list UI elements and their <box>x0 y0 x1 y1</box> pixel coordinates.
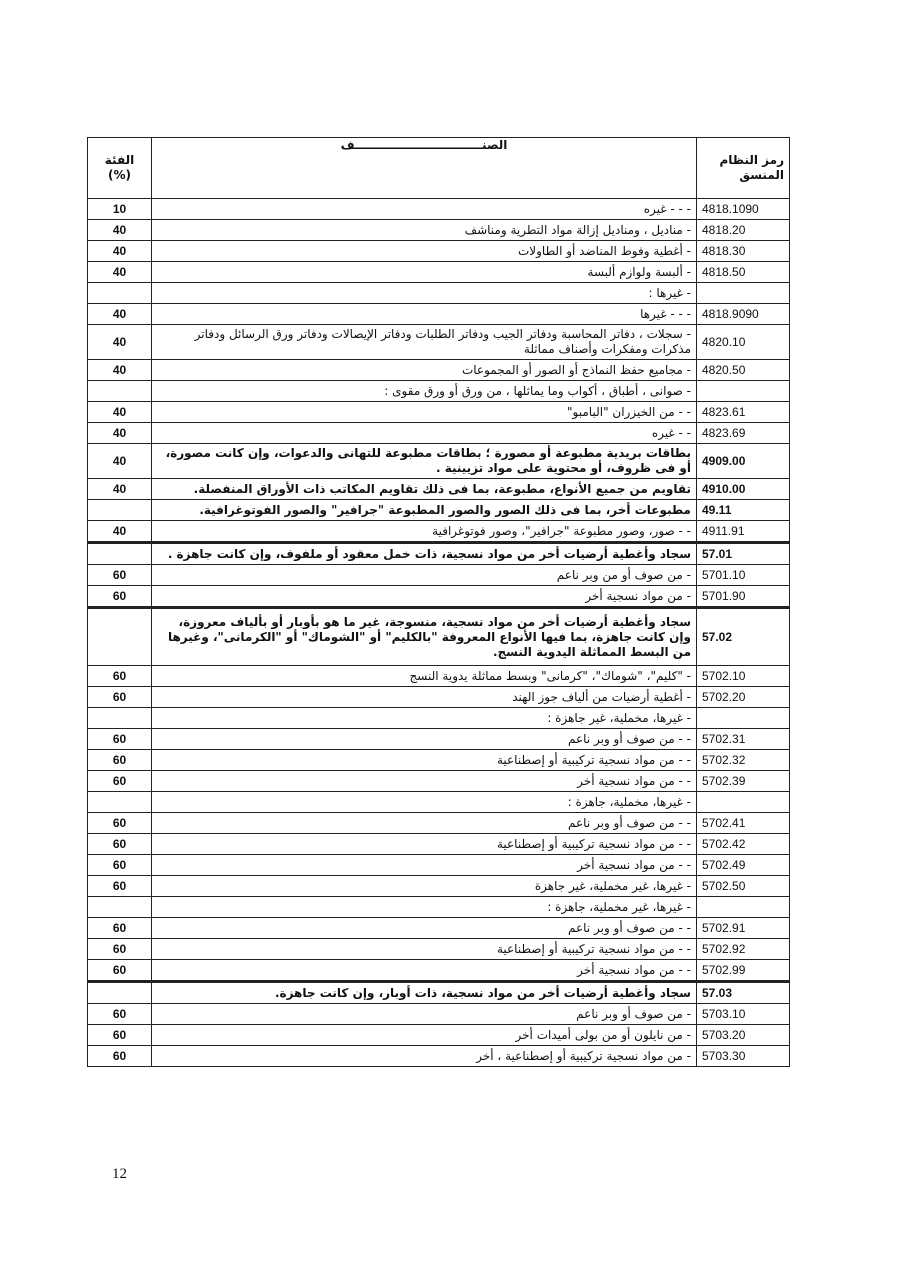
table-row <box>88 199 790 220</box>
table-row <box>88 283 790 304</box>
rate-cell <box>88 283 152 304</box>
table-row <box>88 771 790 792</box>
description-cell: - من نايلون أو من بولى أميدات أخر <box>152 1025 697 1046</box>
description-cell: - - من مواد نسجية أخر <box>152 771 697 792</box>
rate-cell: 60 <box>88 687 152 708</box>
description-cell: - - من مواد نسجية تركيبية أو إصطناعية <box>152 939 697 960</box>
header-code <box>697 138 790 199</box>
description-cell: - - من صوف أو وبر ناعم <box>152 918 697 939</box>
description-cell: - من مواد نسجية أخر <box>152 586 697 608</box>
description-cell: - مجاميع حفظ النماذج أو الصور أو المجموعات <box>152 360 697 381</box>
rate-cell: 40 <box>88 360 152 381</box>
hs-code-cell: 4820.50 <box>697 360 790 381</box>
hs-code-cell <box>697 381 790 402</box>
rate-cell: 60 <box>88 960 152 982</box>
table-row <box>88 381 790 402</box>
hs-code-cell: 4910.00 <box>697 479 790 500</box>
hs-code-cell: 4818.30 <box>697 241 790 262</box>
table-row <box>88 325 790 360</box>
description-cell: - - - غيره <box>152 199 697 220</box>
hs-code-cell: 5702.49 <box>697 855 790 876</box>
table-row <box>88 982 790 1004</box>
table-row <box>88 939 790 960</box>
header-code-line1: رمز النظام <box>719 153 784 167</box>
rate-cell: 60 <box>88 750 152 771</box>
hs-code-cell: 5702.42 <box>697 834 790 855</box>
header-rate <box>88 138 152 199</box>
hs-code-cell: 5702.99 <box>697 960 790 982</box>
rate-cell: 40 <box>88 402 152 423</box>
page-number: 12 <box>112 1166 127 1182</box>
hs-code-cell: 4818.9090 <box>697 304 790 325</box>
description-cell: - "كليم"، "شوماك"، "كرمانى" وبسط مماثلة يدوية النسج <box>152 666 697 687</box>
table-row <box>88 687 790 708</box>
table-row <box>88 813 790 834</box>
table-row <box>88 423 790 444</box>
rate-cell: 40 <box>88 304 152 325</box>
description-cell: - - - غيرها <box>152 304 697 325</box>
description-cell: - - غيره <box>152 423 697 444</box>
rate-cell: 60 <box>88 1025 152 1046</box>
description-cell: - - من مواد نسجية أخر <box>152 960 697 982</box>
description-cell: - صوانى ، أطباق ، أكواب وما يماثلها ، من ورق أو ورق مقوى : <box>152 381 697 402</box>
rate-cell: 40 <box>88 521 152 543</box>
hs-code-cell: 57.03 <box>697 982 790 1004</box>
description-cell: - - من صوف أو وبر ناعم <box>152 729 697 750</box>
table-row <box>88 543 790 565</box>
hs-code-cell: 5702.31 <box>697 729 790 750</box>
hs-code-cell: 4823.69 <box>697 423 790 444</box>
description-cell: - من صوف أو وبر ناعم <box>152 1004 697 1025</box>
header-code-line2: المنسق <box>739 168 784 182</box>
rate-cell: 60 <box>88 876 152 897</box>
table-row <box>88 750 790 771</box>
rate-cell: 40 <box>88 325 152 360</box>
rate-cell: 60 <box>88 565 152 586</box>
hs-code-cell: 5702.41 <box>697 813 790 834</box>
hs-code-cell: 49.11 <box>697 500 790 521</box>
table-row <box>88 608 790 666</box>
description-cell: بطاقات بريدية مطبوعة أو مصورة ؛ بطاقات مطبوعة للتهانى والدعوات، وإن كانت مصورة، أو فى ظروف، أو محتوية على مواد تزيينية . <box>152 444 697 479</box>
rate-cell: 40 <box>88 479 152 500</box>
description-cell: - غيرها، مخملية، جاهزة : <box>152 792 697 813</box>
table-row <box>88 666 790 687</box>
rate-cell: 60 <box>88 771 152 792</box>
table-row <box>88 586 790 608</box>
hs-code-cell: 57.02 <box>697 608 790 666</box>
table-row <box>88 241 790 262</box>
header-description: الصنـــــــــــــــــــــــــــــــف <box>152 138 697 199</box>
hs-code-cell <box>697 897 790 918</box>
description-cell: - غيرها، مخملية، غير جاهزة : <box>152 708 697 729</box>
hs-code-cell: 5703.10 <box>697 1004 790 1025</box>
rate-cell: 40 <box>88 220 152 241</box>
table-row <box>88 521 790 543</box>
description-cell: تقاويم من جميع الأنواع، مطبوعة، بما فى ذلك تقاويم المكاتب ذات الأوراق المنفصلة. <box>152 479 697 500</box>
table-row <box>88 708 790 729</box>
hs-code-cell: 5702.92 <box>697 939 790 960</box>
hs-code-cell: 5703.30 <box>697 1046 790 1067</box>
hs-code-cell: 5702.50 <box>697 876 790 897</box>
hs-code-cell <box>697 283 790 304</box>
table-row <box>88 402 790 423</box>
rate-cell <box>88 982 152 1004</box>
hs-code-cell: 4818.1090 <box>697 199 790 220</box>
description-cell: - أغطية وفوط المناضد أو الطاولات <box>152 241 697 262</box>
rate-cell: 40 <box>88 241 152 262</box>
hs-code-cell: 4911.91 <box>697 521 790 543</box>
description-cell: - - صور، وصور مطبوعة "جرافير"، وصور فوتوغرافية <box>152 521 697 543</box>
rate-cell: 60 <box>88 855 152 876</box>
hs-code-cell: 4818.20 <box>697 220 790 241</box>
hs-code-cell: 5702.39 <box>697 771 790 792</box>
table-row <box>88 500 790 521</box>
hs-code-cell: 4820.10 <box>697 325 790 360</box>
table-row <box>88 855 790 876</box>
table-row <box>88 444 790 479</box>
rate-cell: 60 <box>88 729 152 750</box>
table-row <box>88 565 790 586</box>
description-cell: - أغطية أرضيات من ألياف جوز الهند <box>152 687 697 708</box>
table-row <box>88 479 790 500</box>
hs-code-cell: 57.01 <box>697 543 790 565</box>
rate-cell <box>88 543 152 565</box>
hs-code-cell: 4818.50 <box>697 262 790 283</box>
rate-cell: 40 <box>88 423 152 444</box>
header-rate-line1: الفئة <box>104 153 135 167</box>
rate-cell: 60 <box>88 666 152 687</box>
description-cell: - غيرها : <box>152 283 697 304</box>
hs-code-cell <box>697 708 790 729</box>
table-row <box>88 360 790 381</box>
description-cell: سجاد وأغطية أرضيات أخر من مواد نسجية، ذات أوبار، وإن كانت جاهزة. <box>152 982 697 1004</box>
table-row <box>88 897 790 918</box>
description-cell: - غيرها، غير مخملية، غير جاهزة <box>152 876 697 897</box>
tariff-body <box>88 199 790 1067</box>
rate-cell: 60 <box>88 834 152 855</box>
rate-cell <box>88 792 152 813</box>
table-header-row <box>88 138 790 199</box>
description-cell: - غيرها، غير مخملية، جاهزة : <box>152 897 697 918</box>
hs-code-cell: 4909.00 <box>697 444 790 479</box>
rate-cell: 60 <box>88 1004 152 1025</box>
description-cell: - - من مواد نسجية تركيبية أو إصطناعية <box>152 750 697 771</box>
hs-code-cell: 5703.20 <box>697 1025 790 1046</box>
table-row <box>88 918 790 939</box>
hs-code-cell: 5702.20 <box>697 687 790 708</box>
tariff-table <box>87 137 790 1067</box>
description-cell: - - من مواد نسجية أخر <box>152 855 697 876</box>
table-row <box>88 876 790 897</box>
rate-cell <box>88 381 152 402</box>
description-cell: - من صوف أو من وبر ناعم <box>152 565 697 586</box>
rate-cell <box>88 708 152 729</box>
hs-code-cell: 5701.90 <box>697 586 790 608</box>
table-row <box>88 262 790 283</box>
table-row <box>88 1025 790 1046</box>
rate-cell: 60 <box>88 939 152 960</box>
table-row <box>88 1004 790 1025</box>
header-rate-line2: (%) <box>108 168 131 182</box>
rate-cell: 60 <box>88 918 152 939</box>
rate-cell: 40 <box>88 262 152 283</box>
hs-code-cell: 5702.10 <box>697 666 790 687</box>
description-cell: - - من الخيزران "البامبو" <box>152 402 697 423</box>
description-cell: - من مواد نسجية تركيبية أو إصطناعية ، أخر <box>152 1046 697 1067</box>
description-cell: مطبوعات أخر، بما فى ذلك الصور والصور المطبوعة "جرافير" والصور الفوتوغرافية. <box>152 500 697 521</box>
rate-cell <box>88 897 152 918</box>
hs-code-cell: 5702.32 <box>697 750 790 771</box>
rate-cell: 40 <box>88 444 152 479</box>
table-row <box>88 834 790 855</box>
description-cell: - - من مواد نسجية تركيبية أو إصطناعية <box>152 834 697 855</box>
description-cell: سجاد وأغطية أرضيات أخر من مواد نسجية، ذات خمل معقود أو ملفوف، وإن كانت جاهزة . <box>152 543 697 565</box>
table-row <box>88 220 790 241</box>
table-row <box>88 304 790 325</box>
hs-code-cell: 5702.91 <box>697 918 790 939</box>
description-cell: - ألبسة ولوازم ألبسة <box>152 262 697 283</box>
hs-code-cell: 5701.10 <box>697 565 790 586</box>
table-row <box>88 729 790 750</box>
rate-cell: 10 <box>88 199 152 220</box>
hs-code-cell: 4823.61 <box>697 402 790 423</box>
description-cell: - مناديل ، ومناديل إزالة مواد التطرية ومناشف <box>152 220 697 241</box>
rate-cell: 60 <box>88 586 152 608</box>
hs-code-cell <box>697 792 790 813</box>
table-row <box>88 792 790 813</box>
rate-cell <box>88 500 152 521</box>
rate-cell: 60 <box>88 1046 152 1067</box>
description-cell: سجاد وأغطية أرضيات أخر من مواد نسجية، منسوجة، غير ما هو بأوبار أو بألياف معروزة، وإن كانت جاهزة، بما فيها الأنواع المعروفة "بالكليم" أو "الشوماك" أو "الكرمانى"، وغيرها من البسط المماثلة اليدوية النسج. <box>152 608 697 666</box>
description-cell: - - من صوف أو وبر ناعم <box>152 813 697 834</box>
table-row <box>88 1046 790 1067</box>
rate-cell <box>88 608 152 666</box>
description-cell: - سجلات ، دفاتر المحاسبة ودفاتر الجيب ودفاتر الطلبات ودفاتر الإيصالات ودفاتر ورق الرسائل ودفاتر مذكرات ومفكرات وأصناف مماثلة <box>152 325 697 360</box>
rate-cell: 60 <box>88 813 152 834</box>
table-row <box>88 960 790 982</box>
